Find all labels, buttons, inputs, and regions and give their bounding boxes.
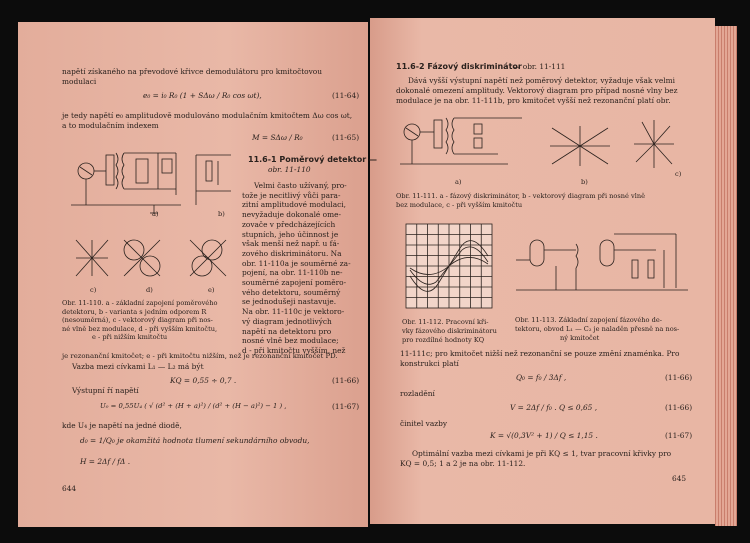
- equation-d: d₀ = 1/Q₀ je okamžitá hodnota tlumení sekundárního obvodu,: [80, 436, 310, 445]
- left-line-3: je tedy napětí e₀ amplitudově modulováno modulačním kmitočtem Δω cos ωt,: [62, 111, 353, 120]
- caption-11-112-line-3: pro rozdílné hodnoty KQ: [402, 336, 485, 344]
- body-line-3: Výstupní ří napětí: [72, 386, 139, 395]
- figure-label-b: b): [581, 178, 588, 186]
- figure-label-c: c): [675, 170, 682, 178]
- figure-label-a: a): [455, 178, 462, 186]
- figure-label-a: a): [152, 210, 159, 218]
- page-number-left: 644: [62, 484, 77, 493]
- vector-diagram-b: [548, 124, 612, 168]
- left-line-4: a to modulačním indexem: [62, 121, 159, 130]
- circuit-diagram-11-111a: [398, 110, 524, 174]
- body-line-3: rozladění: [400, 389, 435, 398]
- caption-11-113-line-1: Obr. 11-113. Základní zapojení fázového de-: [515, 316, 662, 324]
- left-line-2: modulaci: [62, 77, 97, 86]
- circuit-diagram-11-110ab: [66, 145, 236, 225]
- caption-11-112-line-2: vky fázového diskriminátoru: [402, 327, 497, 335]
- equation-right-1: Q₀ = f₀ / 3Δf ,: [516, 373, 567, 382]
- equation-number: (11-66): [665, 403, 693, 412]
- intro-line-3: modulace je na obr. 11-111b, pro kmitočet vyšší než rezonanční platí obr.: [396, 96, 671, 105]
- body-line-2: konstrukci platí: [400, 359, 459, 368]
- body-line-2: Vazba mezi cívkami L₁ — L₂ má být: [72, 362, 204, 371]
- body-line-4: kde U₄ je napětí na jedné diodě,: [62, 421, 182, 430]
- caption-11-111-line-2: bez modulace, c - při vyšším kmitočtu: [396, 201, 523, 209]
- graph-11-112: [406, 224, 492, 308]
- vector-diagram-d: [120, 236, 164, 280]
- equation-number: (11-66): [332, 376, 360, 385]
- intro-line-1: Dává vyšší výstupní napětí než poměrový detektor, vyžaduje však velmi: [408, 76, 675, 85]
- equation-number: (11-66): [665, 373, 693, 382]
- body-line-1: je rezonanční kmitočet; e - při kmitočtu nižším, než je rezonanční kmitočet PD.: [62, 352, 338, 360]
- section-figure-ref: — obr. 11-111: [513, 62, 566, 71]
- caption-11-111-line-1: Obr. 11-111. a - fázový diskriminátor, b - vektorový diagram při nosné vlně: [396, 192, 645, 200]
- closing-line-2: KQ = 0,5; 1 a 2 je na obr. 11-112.: [400, 459, 526, 468]
- equation-right-3: K = √(0,3V² + 1) / Q ≤ 1,15 .: [490, 431, 598, 440]
- vector-diagram-c: [632, 118, 676, 170]
- figure-label-d: d): [146, 286, 153, 294]
- equation-11-66: KQ = 0,55 ÷ 0,7 .: [170, 376, 237, 385]
- equation-number: (11-65): [332, 133, 360, 142]
- caption-11-113-line-3: ný kmitočet: [560, 334, 600, 342]
- body-line-4: činitel vazby: [400, 419, 448, 428]
- section-figure-ref: obr. 11-110: [268, 165, 311, 174]
- figure-label-c: c): [90, 286, 97, 294]
- caption-11-112-line-1: Obr. 11-112. Pracovní kři-: [402, 318, 489, 326]
- circuit-diagram-11-113: [516, 230, 688, 304]
- section-heading-11-6-1: 11.6-1 Poměrový detektor —: [248, 155, 377, 164]
- page-number-right: 645: [672, 474, 687, 483]
- page-edges: [715, 26, 737, 526]
- equation-number: (11-64): [332, 91, 360, 100]
- figure-label-e: e): [208, 286, 215, 294]
- equation-11-67: U₀ = 0,55U₄ ( √ (d² + (H + a)²) / (d² + (H − a)²) − 1 ) ,: [100, 402, 287, 410]
- body-line-1: 11-111c; pro kmitočet nižší než rezonanční se pouze změní znaménka. Pro: [400, 349, 680, 358]
- section-heading-11-6-2: 11.6-2 Fázový diskriminátor: [396, 62, 522, 71]
- equation-right-2: V = 2Δf / f₀ . Q ≤ 0,65 ,: [510, 403, 598, 412]
- equation-11-64: e₀ = i₀ R₀ (1 + SΔω / R₀ cos ωt),: [143, 91, 262, 100]
- left-line-1: napětí získaného na převodové křivce demodulátoru pro kmitočtovou: [62, 67, 323, 76]
- equation-11-65: M = SΔω / R₀: [252, 133, 303, 142]
- caption-11-113-line-2: tektoru, obvod L₁ — C₂ je naladěn přesně na nos-: [515, 325, 680, 333]
- vector-diagram-e: [186, 236, 230, 280]
- figure-label-b: b): [218, 210, 225, 218]
- intro-line-2: dokonalé omezení amplitudy. Vektorový diagram pro případ nosné vlny bez: [396, 86, 678, 95]
- closing-line-1: Optimální vazba mezi cívkami je při KQ ≤ 1, tvar pracovní křivky pro: [412, 449, 672, 458]
- equation-number: (11-67): [332, 402, 360, 411]
- equation-number: (11-67): [665, 431, 693, 440]
- vector-diagram-c: [72, 236, 112, 280]
- equation-H: H = 2Δf / fΔ .: [80, 457, 131, 466]
